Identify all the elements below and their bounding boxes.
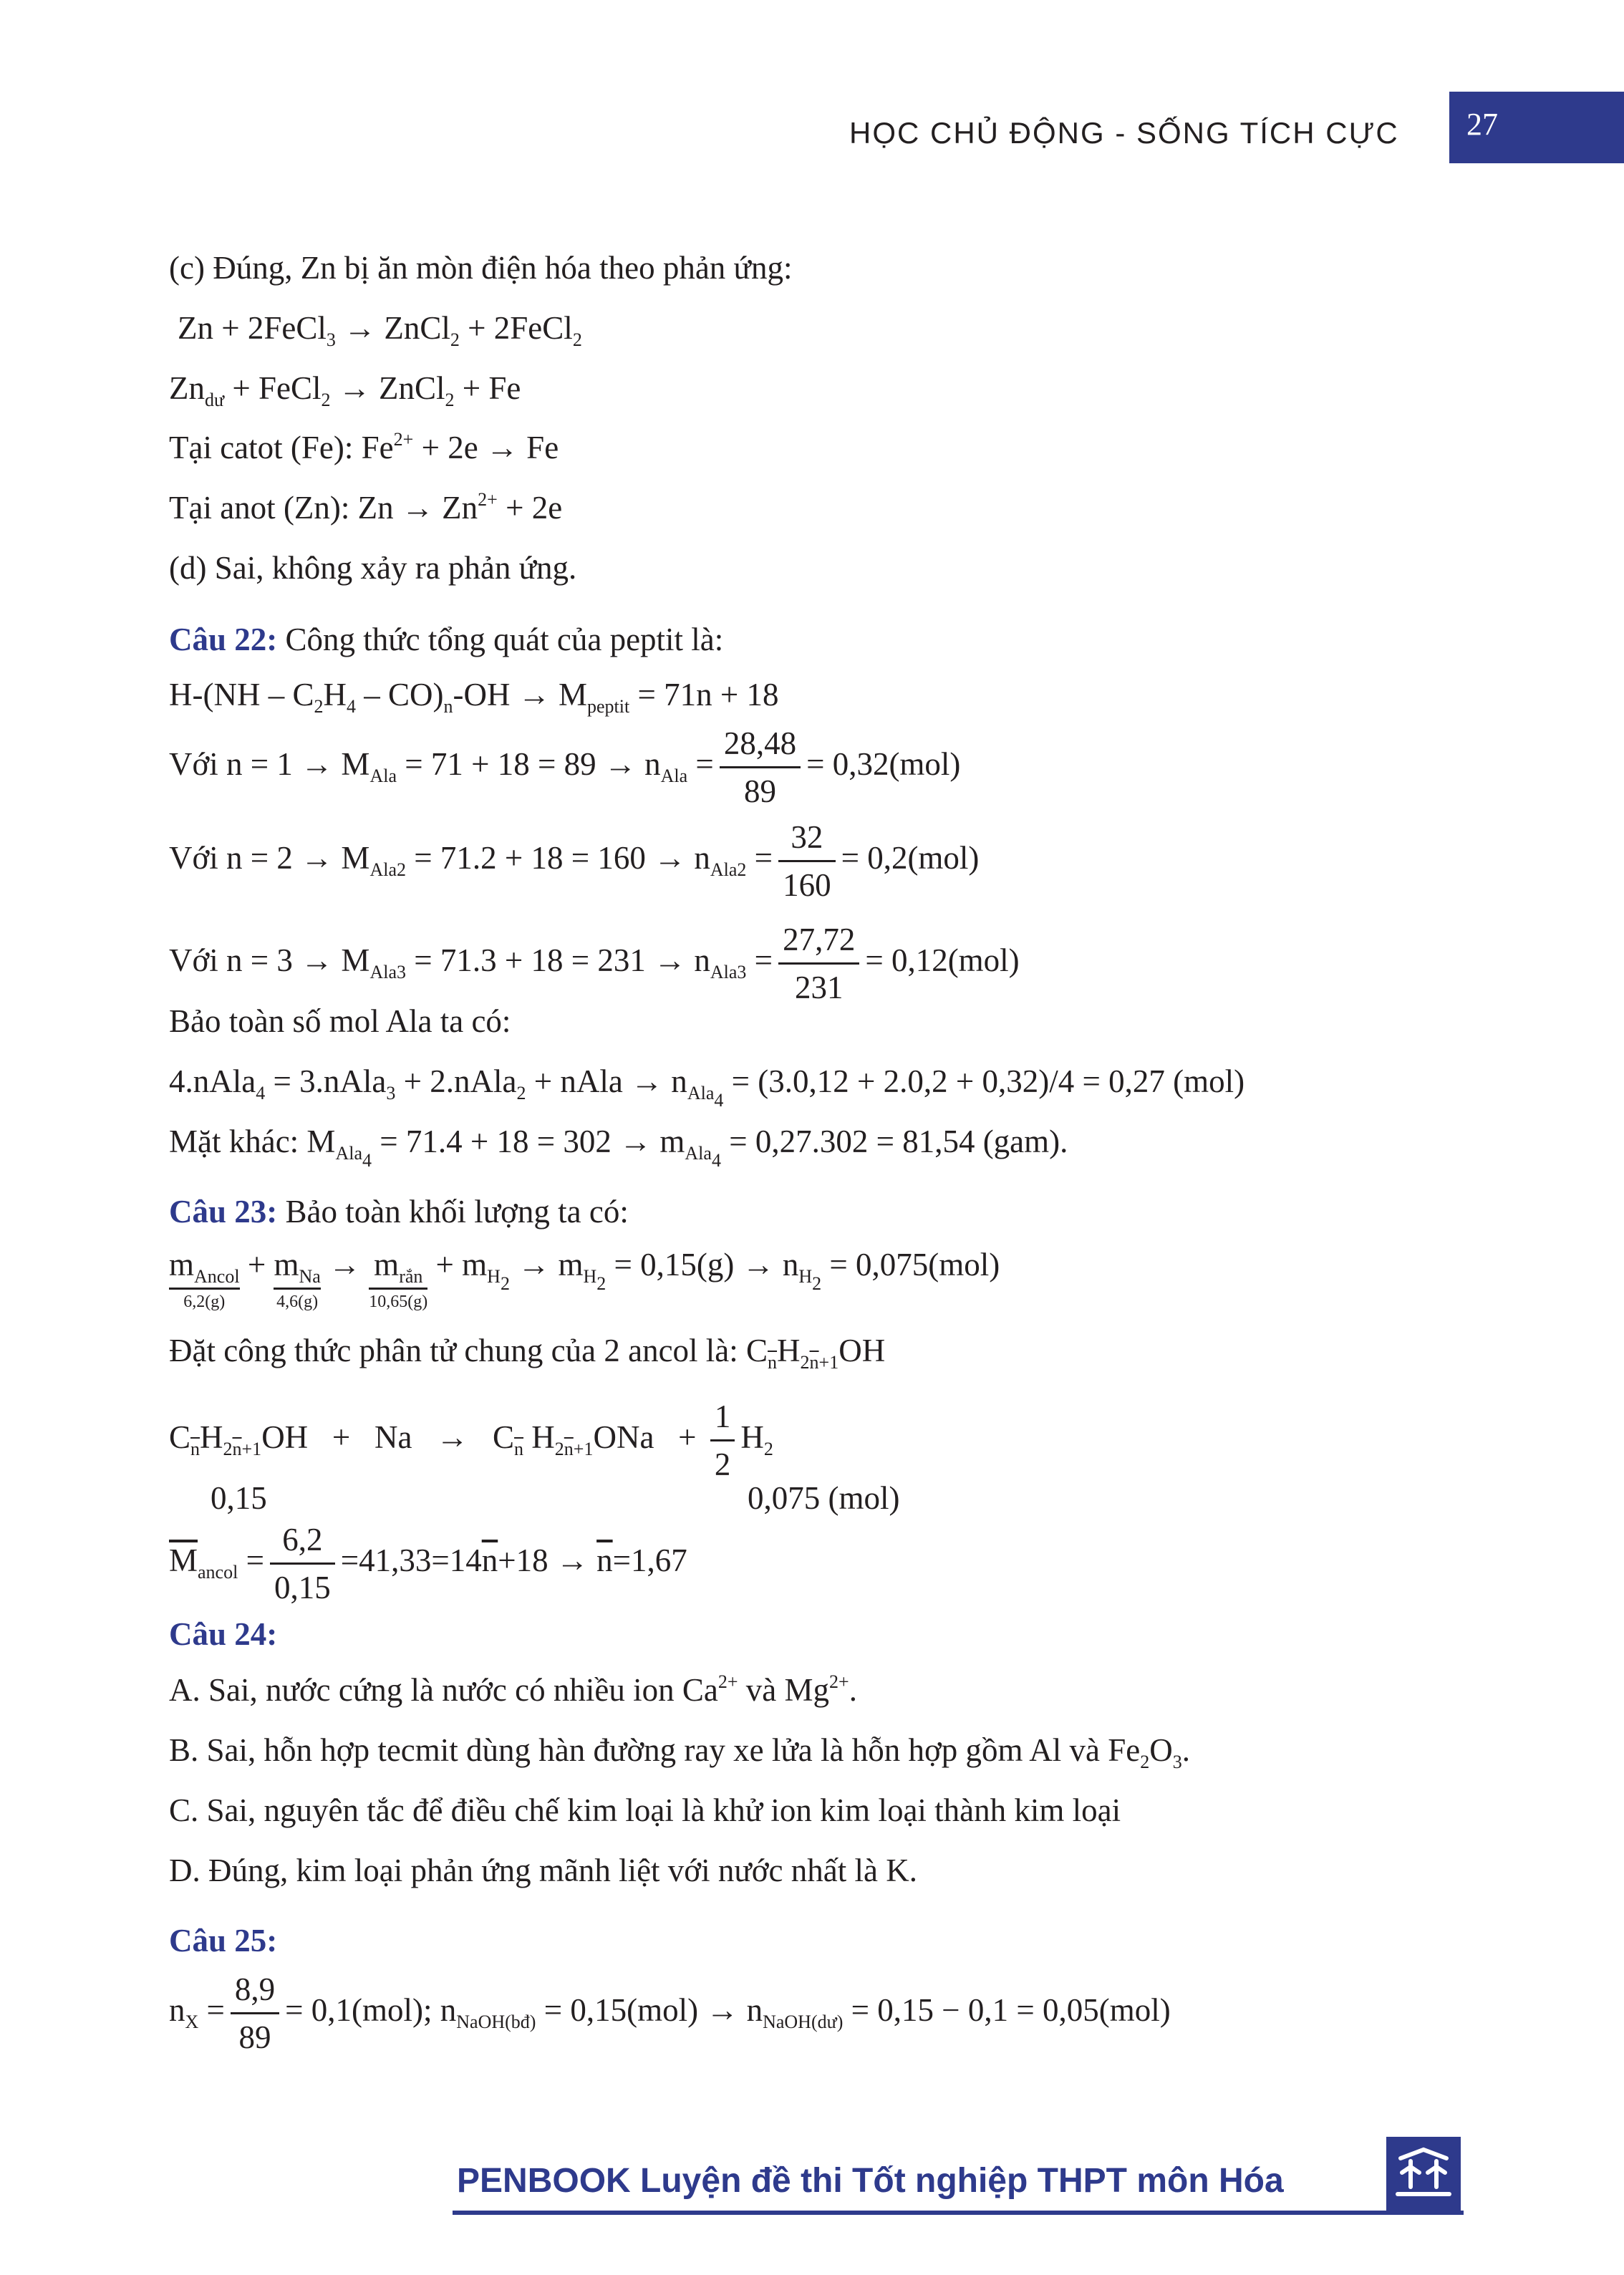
- q22-heading: [169, 619, 723, 660]
- q24-option-d: D. Đúng, kim loại phản ứng mãnh liệt với nước nhất là K.: [169, 1853, 917, 1888]
- footer-title: PENBOOK Luyện đề thi Tốt nghiệp THPT môn Hóa: [457, 2162, 1284, 2200]
- q23-heading: [169, 1192, 629, 1232]
- c-reaction-2: $Zn_{dư}$ + FeCl$_2$ → ZnCl$_2$ + Fe: [169, 370, 521, 410]
- q22-equation: 4.nAla$_4$ = 3.nAla$_3$ + 2.nAla$_2$ + nAla → $n_{Ala_4} = (3.0,12 + 2.0,2 + 0,32)/4 = 0,27$ (mol): [169, 1063, 1245, 1111]
- q22-n2-fraction: $\frac{32}{160}$: [778, 814, 836, 908]
- running-title: HỌC CHỦ ĐỘNG - SỐNG TÍCH CỰC: [849, 116, 1399, 150]
- q22-n1-fraction: $\frac{28,48}{89}$: [720, 720, 801, 814]
- q23-reaction: $C_{\overline{n}}H_{2\overline{n}+1}OH + Na \to C_{\overline{n}}$ $H_{2\overline{n}+1}ONa$ + $\frac{1}{2}$ $H_2$: [169, 1394, 773, 1487]
- c-anot: Tại anot (Zn): $Zn \to Zn^{2+} + 2e$: [169, 489, 563, 526]
- q22-intro: Công thức tổng quát của peptit là:: [285, 622, 724, 657]
- footer-rule: [453, 2211, 1464, 2215]
- q24-option-c: C. Sai, nguyên tắc để điều chế kim loại là khử ion kim loại thành kim loại: [169, 1792, 1121, 1828]
- q22-label: Câu 22:: [169, 622, 278, 657]
- c-intro: (c) Đúng, Zn bị ăn mòn điện hóa theo phản ứng:: [169, 250, 793, 286]
- q22-n3-fraction: $\frac{27,72}{231}$: [778, 917, 859, 1010]
- q22-n1: Với $n = 1 \to M_{Ala} = 71 + 18 = 89 \to n_{Ala}$ = $\frac{28,48}{89}$ = 0,32(mol): [169, 720, 960, 814]
- page-number: 27: [1466, 107, 1498, 142]
- q22-n2: Với $n = 2 \to M_{Ala2} = 71.2 + 18 = 160 \to n_{Ala2}$ = $\frac{32}{160}$ = 0,2(mol): [169, 814, 979, 908]
- q22-other: Mặt khác: $M_{Ala_4} = 71.4 + 18 = 302 \to m_{Ala_4} = 0,27.302 = 81,54$ (gam).: [169, 1124, 1068, 1171]
- q25-equation: $n_X$ = $\frac{8,9}{89}$ = 0,1(mol); $n_{NaOH(bđ)} = 0,15(mol) \to n_{NaOH(dư)} = 0,15 - 0,1 = 0,05(mol)$: [169, 1966, 1171, 2060]
- q23-mass-balance: $m_{Ancol}$ 6,2(g) + $m_{Na}$ 4,6(g) → $m_{rắn}$ 10,65(g) + $m_{H_2} \to m_{H_2} = 0,15(g) \to n_{H_2} = 0,075(mol)$: [169, 1247, 1000, 1311]
- q22-conservation: Bảo toàn số mol Ala ta có:: [169, 1003, 511, 1039]
- q23-intro: Bảo toàn khối lượng ta có:: [285, 1194, 629, 1230]
- q25-label: Câu 25:: [169, 1923, 278, 1958]
- q23-label: Câu 23:: [169, 1194, 278, 1230]
- q24-option-a: A. Sai, nước cứng là nước có nhiều ion $Ca^{2+}$ và $Mg^{2+}$.: [169, 1671, 857, 1708]
- q24-option-b: B. Sai, hỗn hợp tecmit dùng hàn đường ray xe lửa là hỗn hợp gồm Al và $Fe_2O_3$.: [169, 1732, 1190, 1772]
- publisher-logo-icon: [1386, 2137, 1461, 2213]
- q24-label: Câu 24:: [169, 1616, 278, 1652]
- c-reaction-1: Zn + 2FeCl$_3$ → ZnCl$_2$ + 2FeCl$_2$: [178, 310, 582, 350]
- q23-mavg: $\overline{M}_{ancol}$ = $\frac{6,2}{0,15}$ $=41,33=14\overline{n}+18 \to \overline{n}=1,67$: [169, 1517, 687, 1610]
- q23-set: Đặt công thức phân tử chung của 2 ancol là: $C_{\overline{n}}H_{2\overline{n}+1}OH$: [169, 1333, 886, 1373]
- q22-formula: $H-(NH - C_2H_4 - CO)_n-OH \to M_{peptit} = 71n + 18$: [169, 677, 779, 717]
- q23-mol-2: 0,075 (mol): [748, 1480, 900, 1516]
- d-statement: (d) Sai, không xảy ra phản ứng.: [169, 550, 577, 586]
- q22-n3: Với $n = 3 \to M_{Ala3} = 71.3 + 18 = 231 \to n_{Ala3}$ = $\frac{27,72}{231}$ = 0,12(mol): [169, 917, 1020, 1010]
- c-catot: Tại catot (Fe): $Fe^{2+} + 2e \to Fe$: [169, 429, 559, 465]
- q23-mol-1: 0,15: [211, 1480, 267, 1516]
